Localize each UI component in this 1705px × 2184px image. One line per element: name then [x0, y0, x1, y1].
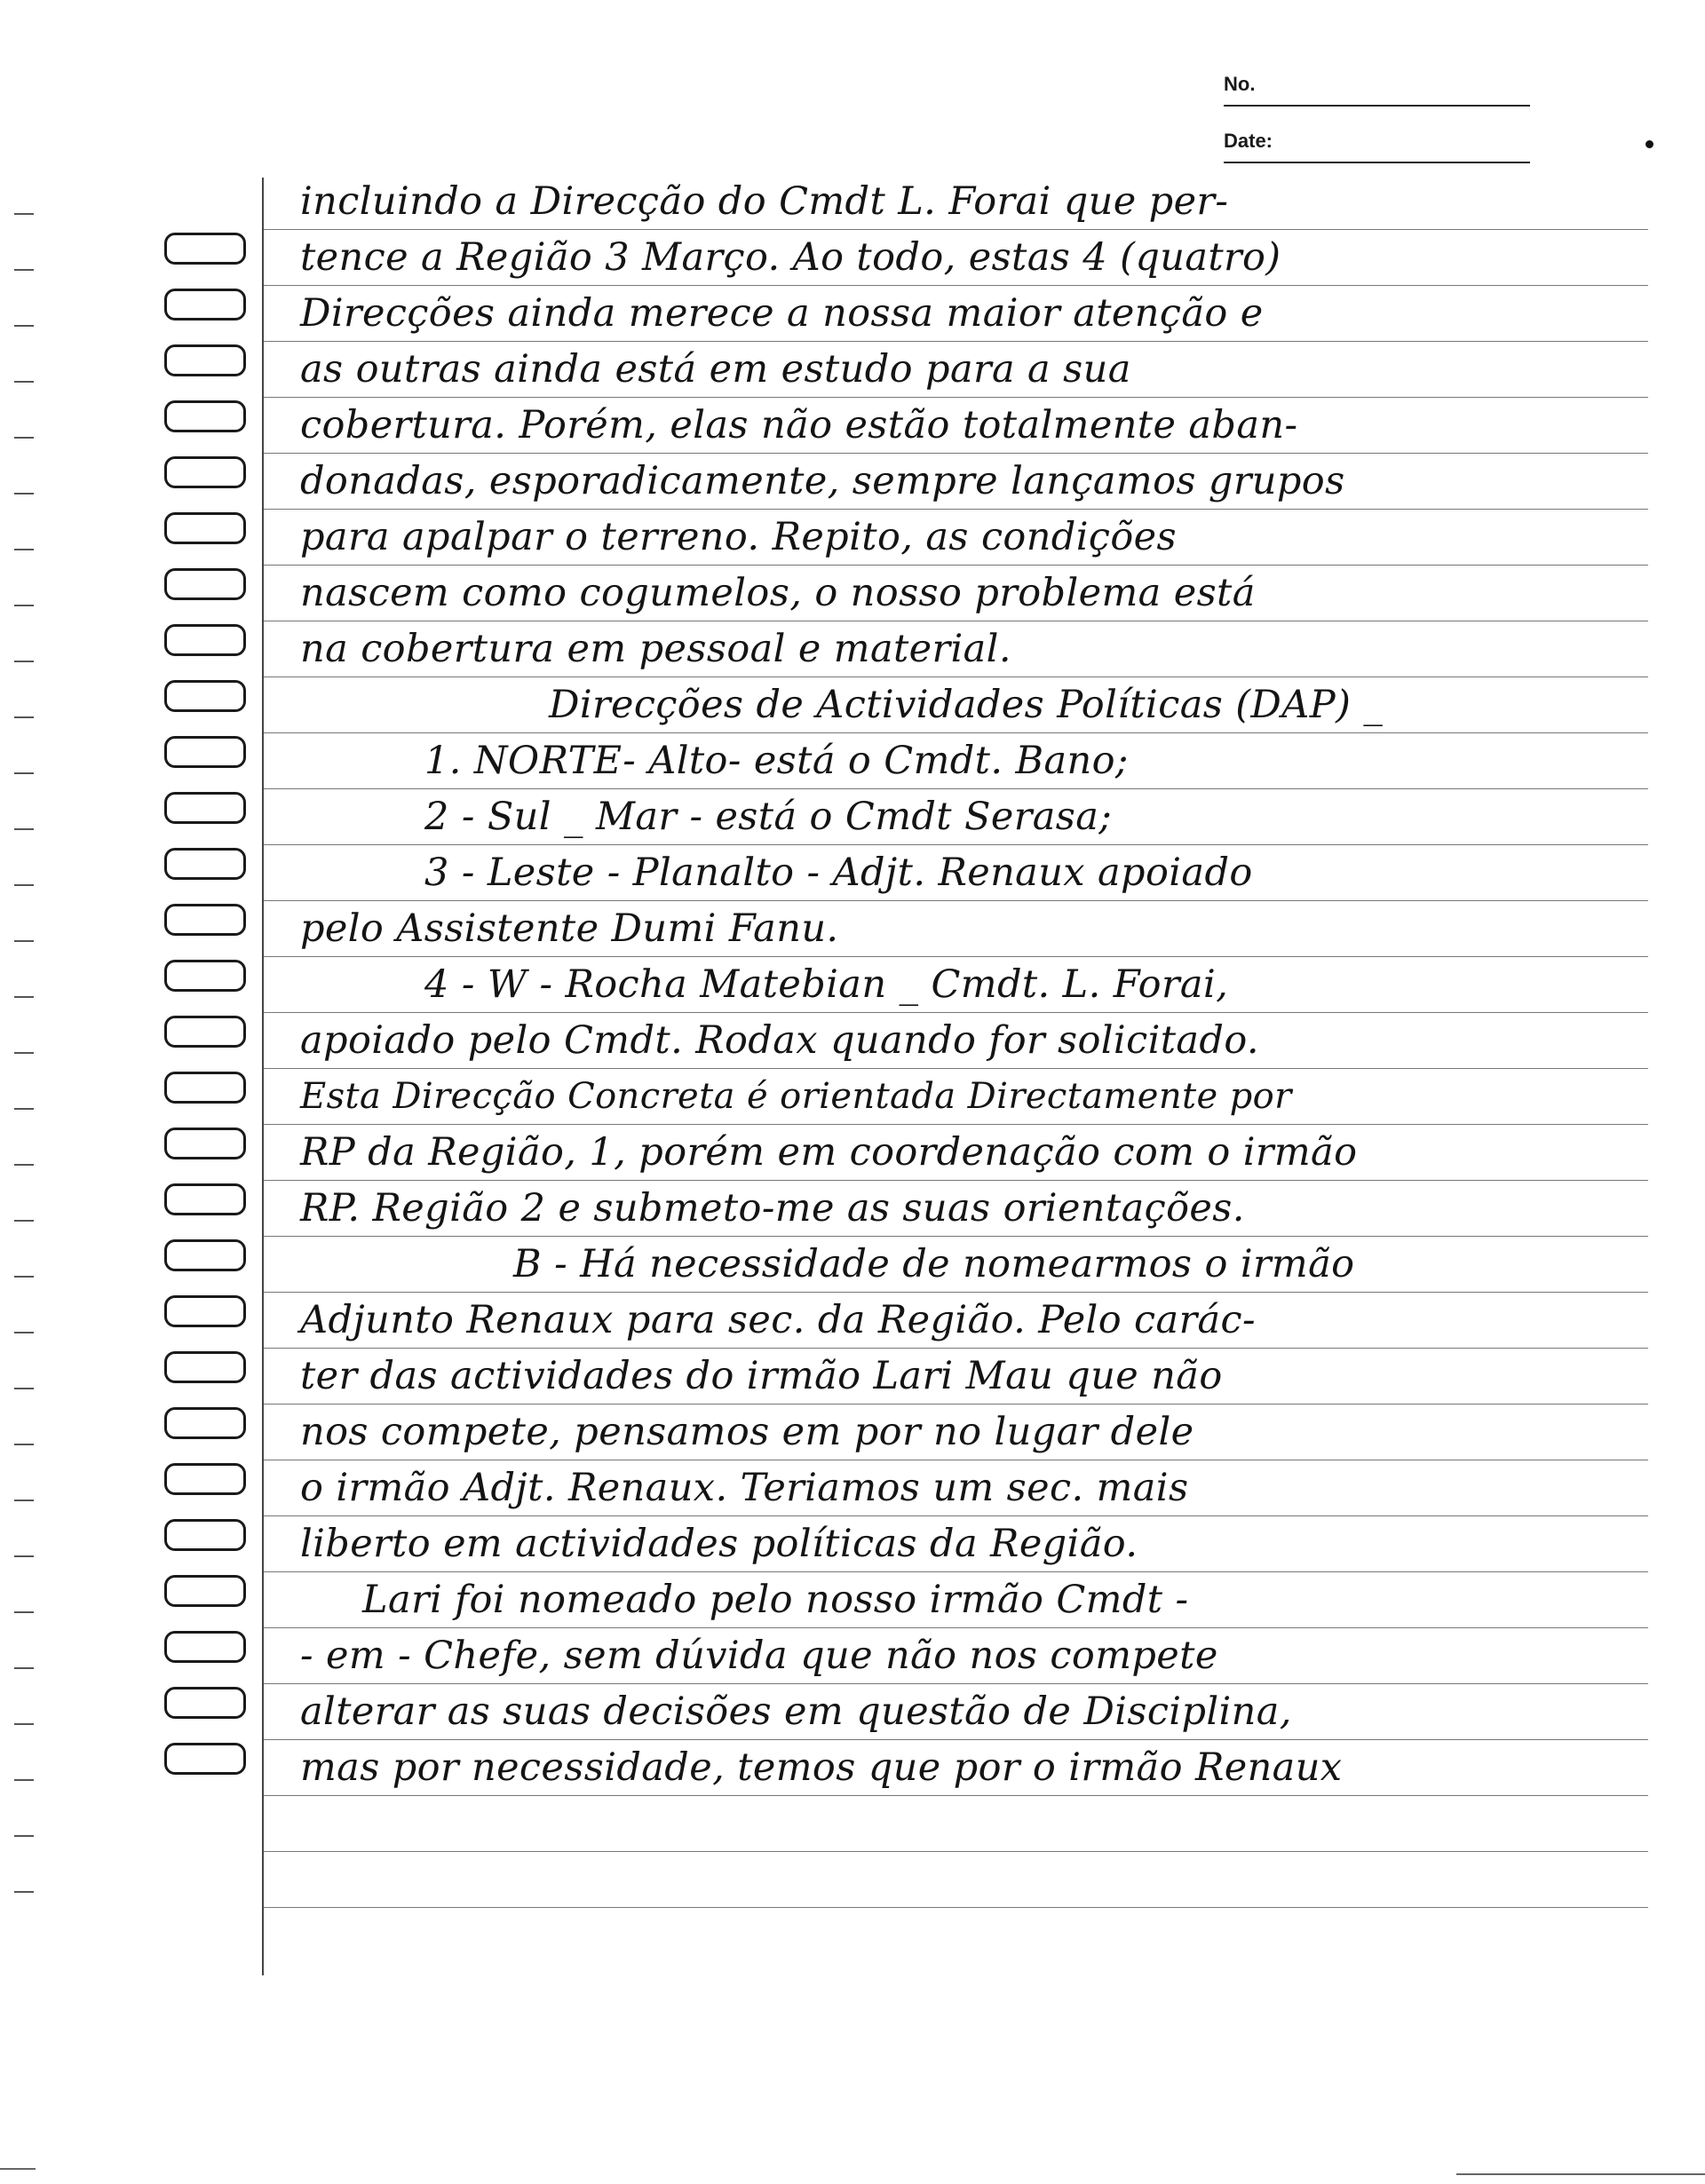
margin-tick	[14, 213, 34, 215]
binder-hole	[164, 512, 246, 544]
margin-tick	[14, 1779, 34, 1781]
binder-hole	[164, 1183, 246, 1215]
binder-hole	[164, 1687, 246, 1719]
margin-tick	[14, 828, 34, 830]
binder-hole	[164, 1575, 246, 1607]
binder-hole	[164, 456, 246, 488]
margin-tick	[14, 1164, 34, 1166]
text-line: incluindo a Direcção do Cmdt L. Forai que per-	[300, 179, 1229, 224]
binder-hole	[164, 624, 246, 656]
margin-tick	[14, 1835, 34, 1837]
margin-tick	[14, 940, 34, 942]
text-line: as outras ainda está em estudo para a sua	[300, 347, 1131, 392]
paragraph-start: B - Há necessidade de nomearmos o irmão	[513, 1242, 1355, 1286]
text-line: o irmão Adjt. Renaux. Teriamos um sec. mais	[300, 1466, 1189, 1510]
binder-hole	[164, 1295, 246, 1327]
binder-hole	[164, 1519, 246, 1551]
margin-tick	[14, 884, 34, 886]
text-line: - em - Chefe, sem dúvida que não nos compete	[300, 1634, 1218, 1678]
binder-hole	[164, 400, 246, 432]
text-line: tence a Região 3 Março. Ao todo, estas 4 (quatro)	[300, 235, 1281, 280]
date-label: Date:	[1224, 130, 1273, 152]
text-line: ter das actividades do irmão Lari Mau que não	[300, 1354, 1223, 1398]
margin-tick	[14, 1555, 34, 1557]
binder-hole	[164, 1407, 246, 1439]
margin-tick	[14, 1723, 34, 1725]
margin-tick	[14, 549, 34, 550]
text-line: mas por necessidade, temos que por o irmão Renaux	[300, 1745, 1343, 1790]
margin-tick	[14, 437, 34, 439]
margin-tick	[14, 1891, 34, 1893]
binder-hole	[164, 680, 246, 712]
paragraph-start: Lari foi nomeado pelo nosso irmão Cmdt -	[362, 1578, 1189, 1622]
section-heading: Direcções de Actividades Políticas (DAP) _	[549, 683, 1384, 727]
binder-hole	[164, 1016, 246, 1048]
binder-hole	[164, 904, 246, 936]
scan-edge-line	[0, 2168, 36, 2170]
text-line: nos compete, pensamos em por no lugar dele	[300, 1410, 1194, 1454]
binder-hole	[164, 792, 246, 824]
binder-hole	[164, 736, 246, 768]
text-line: donadas, esporadicamente, sempre lançamos grupos	[300, 459, 1345, 503]
text-line: nascem como cogumelos, o nosso problema está	[300, 571, 1256, 615]
binder-hole	[164, 1631, 246, 1663]
list-item: 1. NORTE- Alto- está o Cmdt. Bano;	[424, 739, 1129, 783]
handwritten-text	[300, 174, 1650, 1796]
margin-tick	[14, 493, 34, 495]
margin-tick	[14, 1220, 34, 1222]
text-line: para apalpar o terreno. Repito, as condições	[300, 515, 1177, 559]
text-line: cobertura. Porém, elas não estão totalmente aban-	[300, 403, 1298, 447]
margin-tick	[14, 325, 34, 327]
ruled-line	[263, 1851, 1648, 1852]
binder-hole	[164, 1239, 246, 1271]
list-item: 2 - Sul _ Mar - está o Cmdt Serasa;	[424, 795, 1113, 839]
text-line: apoiado pelo Cmdt. Rodax quando for solicitado.	[300, 1018, 1259, 1063]
margin-tick	[14, 1108, 34, 1110]
margin-tick	[14, 1276, 34, 1278]
margin-tick	[14, 605, 34, 606]
margin-tick	[14, 381, 34, 383]
binder-hole	[164, 1072, 246, 1104]
text-line: RP da Região, 1, porém em coordenação com o irmão	[300, 1130, 1358, 1175]
binder-hole	[164, 848, 246, 880]
list-item: 4 - W - Rocha Matebian _ Cmdt. L. Forai,	[424, 962, 1229, 1007]
binder-hole	[164, 960, 246, 992]
margin-tick	[14, 1667, 34, 1669]
text-line: liberto em actividades políticas da Região.	[300, 1522, 1138, 1566]
text-line: Esta Direcção Concreta é orientada Directamente por	[300, 1076, 1292, 1117]
binder-hole	[164, 568, 246, 600]
number-label: No.	[1224, 73, 1256, 95]
margin-tick	[14, 1052, 34, 1054]
margin-tick	[14, 269, 34, 271]
ruled-line	[263, 1907, 1648, 1908]
margin-tick	[14, 661, 34, 662]
binder-hole	[164, 233, 246, 265]
binder-hole	[164, 344, 246, 376]
binder-hole	[164, 1128, 246, 1159]
margin-tick	[14, 1611, 34, 1613]
margin-tick	[14, 1332, 34, 1333]
margin-tick	[14, 1500, 34, 1501]
binder-hole	[164, 1351, 246, 1383]
text-line: RP. Região 2 e submeto-me as suas orientações.	[300, 1186, 1245, 1230]
margin-tick	[14, 1388, 34, 1389]
margin-line	[262, 178, 264, 1975]
margin-tick	[14, 1444, 34, 1445]
text-line: alterar as suas decisões em questão de Disciplina,	[300, 1689, 1292, 1734]
binder-hole	[164, 1463, 246, 1495]
scan-edge-line	[1456, 2173, 1705, 2175]
text-line: na cobertura em pessoal e material.	[300, 627, 1011, 671]
margin-tick	[14, 716, 34, 718]
binder-hole	[164, 289, 246, 320]
text-line: Adjunto Renaux para sec. da Região. Pelo carác-	[300, 1298, 1256, 1342]
text-line: Direcções ainda merece a nossa maior atenção e	[300, 291, 1264, 336]
margin-tick	[14, 996, 34, 998]
list-item: 3 - Leste - Planalto - Adjt. Renaux apoiado	[424, 851, 1253, 895]
text-line: pelo Assistente Dumi Fanu.	[300, 906, 839, 951]
binder-hole	[164, 1743, 246, 1775]
margin-tick	[14, 772, 34, 774]
